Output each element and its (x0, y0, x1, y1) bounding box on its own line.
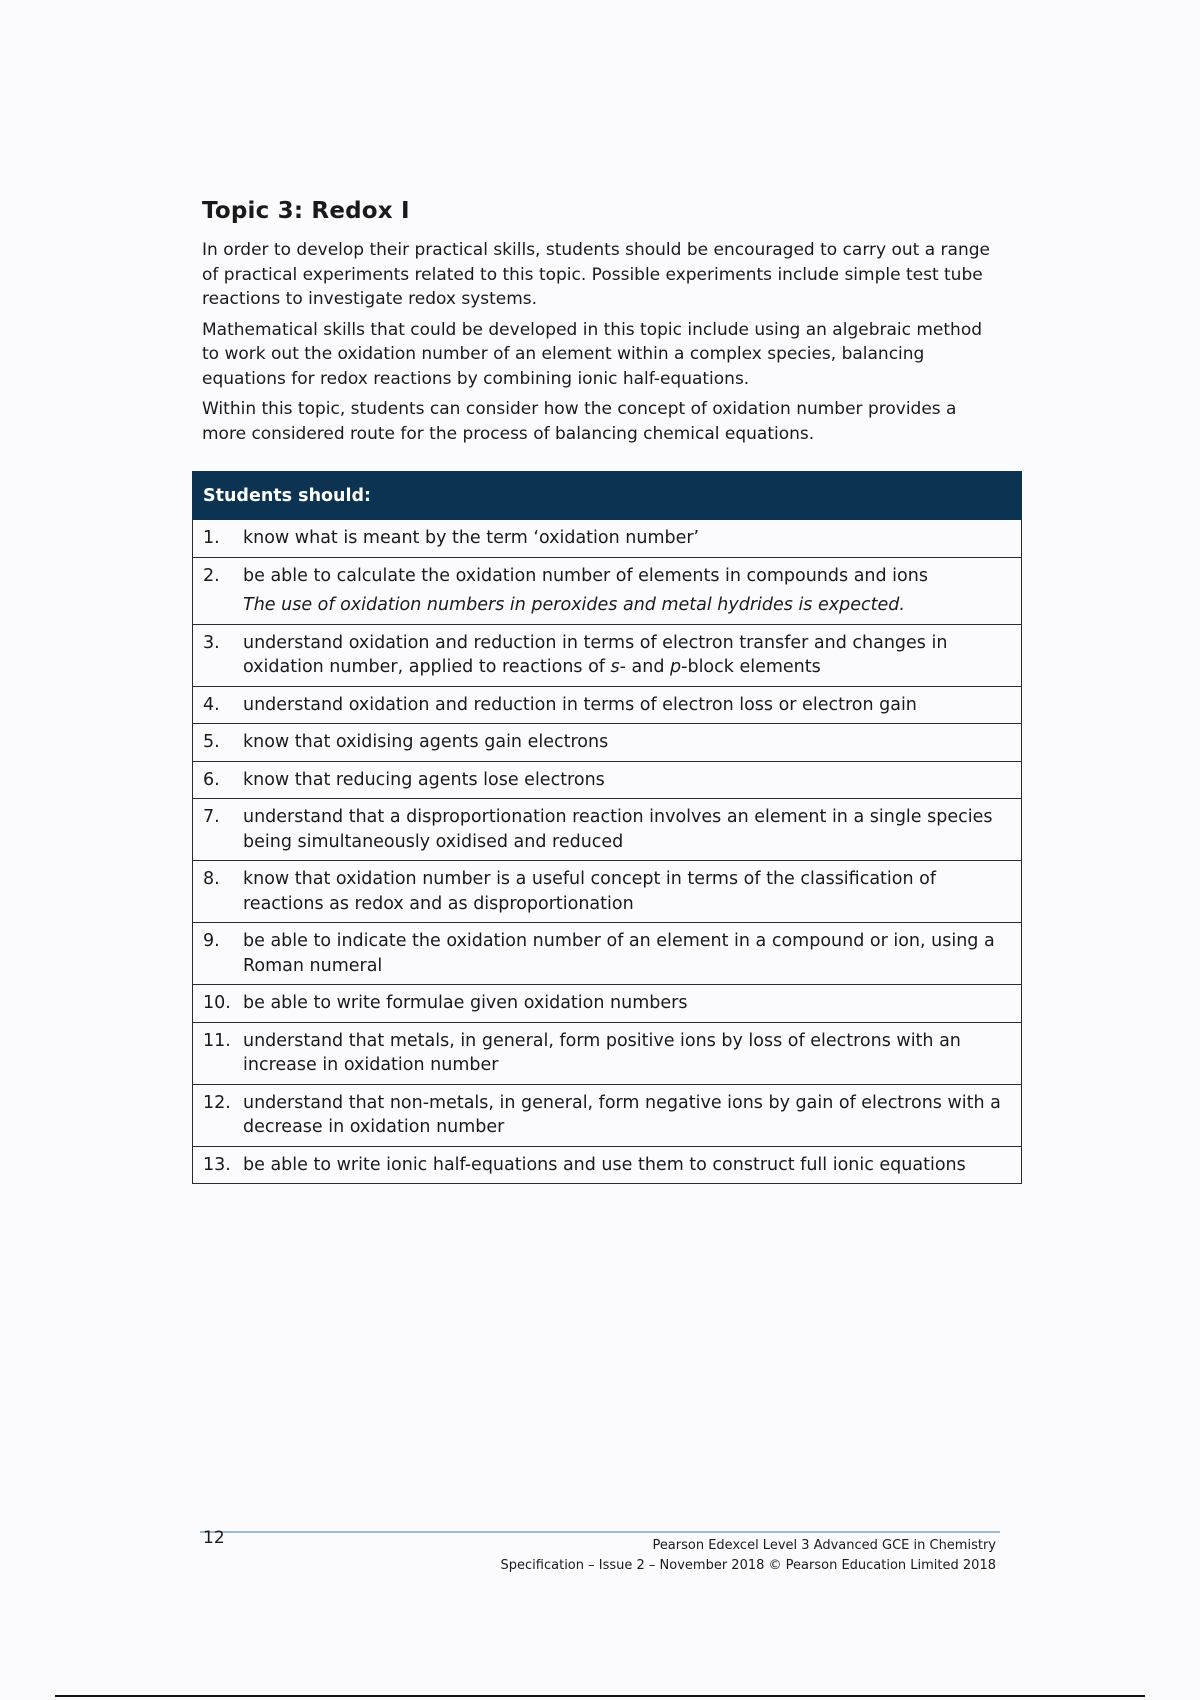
table-row (193, 1022, 1022, 1084)
item-text-block (243, 631, 1011, 680)
item-number: 13. (203, 1154, 231, 1175)
intro-paragraph-practical: In order to develop their practical skills, students should be encouraged to carry out a range of practical experiments related to this topic. Possible experiments include simple test tube reactions to investigate redox systems. (202, 240, 990, 309)
item-number: 1. (203, 528, 220, 548)
item-text: be able to calculate the oxidation number of elements in compounds and ions (243, 565, 928, 586)
table-row (193, 686, 1022, 724)
item-number: 2. (203, 565, 220, 586)
topic-intro (202, 198, 1002, 452)
intro-paragraph-oxidation: Within this topic, students can consider how the concept of oxidation number provides a more considered route for the process of balancing chemical equations. (202, 399, 957, 444)
item-text: be able to write ionic half-equations and use them to construct full ionic equations (243, 1154, 966, 1175)
item-text-block (243, 564, 1011, 618)
item-number: 11. (203, 1030, 231, 1051)
table-header: Students should: (193, 472, 1022, 520)
item-text: be able to indicate the oxidation number of an element in a compound or ion, using a Roman numeral (243, 931, 995, 976)
item-number: 6. (203, 769, 220, 790)
item-number: 10. (203, 993, 231, 1013)
table-row (193, 520, 1022, 558)
table-row (193, 761, 1022, 799)
footer-line-2: Specification – Issue 2 – November 2018 © Pearson Education Limited 2018 (500, 1558, 996, 1573)
table-row (193, 923, 1022, 985)
table-header-row (193, 472, 1022, 520)
footer-citation (501, 1536, 996, 1576)
intro-paragraph-maths: Mathematical skills that could be developed in this topic include using an algebraic method to work out the oxidation number of an element within a complex species, balancing equations for redox reactions by combining ionic half-equations. (202, 319, 983, 389)
learning-outcomes-table (192, 471, 1022, 1184)
item-text: -block elements (681, 657, 821, 677)
table-row (193, 557, 1022, 624)
item-number: 8. (203, 869, 220, 889)
item-text: understand that non-metals, in general, form negative ions by gain of electrons with a decrease in oxidation number (243, 1092, 1001, 1137)
item-number: 7. (203, 807, 220, 827)
table-row (193, 799, 1022, 861)
item-text: understand that a disproportionation reaction involves an element in a single species being simultaneously oxidised and reduced (243, 807, 993, 852)
item-number: 4. (203, 694, 220, 715)
item-number: 9. (203, 931, 220, 951)
table-row (193, 724, 1022, 762)
page-title: Topic 3: Redox I (202, 198, 410, 224)
footer-line-1: Pearson Edexcel Level 3 Advanced GCE in Chemistry (652, 1538, 996, 1553)
table-row (193, 1084, 1022, 1146)
table-row (193, 1146, 1022, 1184)
viewer-bottom-rule (55, 1695, 1145, 1697)
item-note: The use of oxidation numbers in peroxides and metal hydrides is expected. (243, 595, 905, 615)
item-text-italic-p: p (670, 657, 682, 677)
item-text-italic-s: s (610, 657, 620, 677)
table-row (193, 985, 1022, 1023)
item-text: know that reducing agents lose electrons (243, 769, 605, 790)
item-text: know what is meant by the term ‘oxidation number’ (243, 528, 700, 548)
item-text: be able to write formulae given oxidation numbers (243, 993, 688, 1013)
item-text: understand oxidation and reduction in terms of electron transfer and changes in oxidation number, applied to reactions of (243, 632, 948, 677)
footer-divider (200, 1531, 1000, 1533)
table-row (193, 624, 1022, 686)
item-text: - and (619, 657, 671, 677)
item-number: 3. (203, 632, 220, 653)
item-number: 5. (203, 732, 220, 752)
item-number: 12. (203, 1092, 231, 1113)
item-text: know that oxidation number is a useful concept in terms of the classification of reactions as redox and as disproportionation (243, 869, 936, 914)
table-row (193, 861, 1022, 923)
page-number: 12 (203, 1528, 225, 1548)
item-text: know that oxidising agents gain electrons (243, 732, 609, 752)
item-text: understand that metals, in general, form positive ions by loss of electrons with an increase in oxidation number (243, 1030, 961, 1075)
item-text: understand oxidation and reduction in terms of electron loss or electron gain (243, 694, 917, 715)
